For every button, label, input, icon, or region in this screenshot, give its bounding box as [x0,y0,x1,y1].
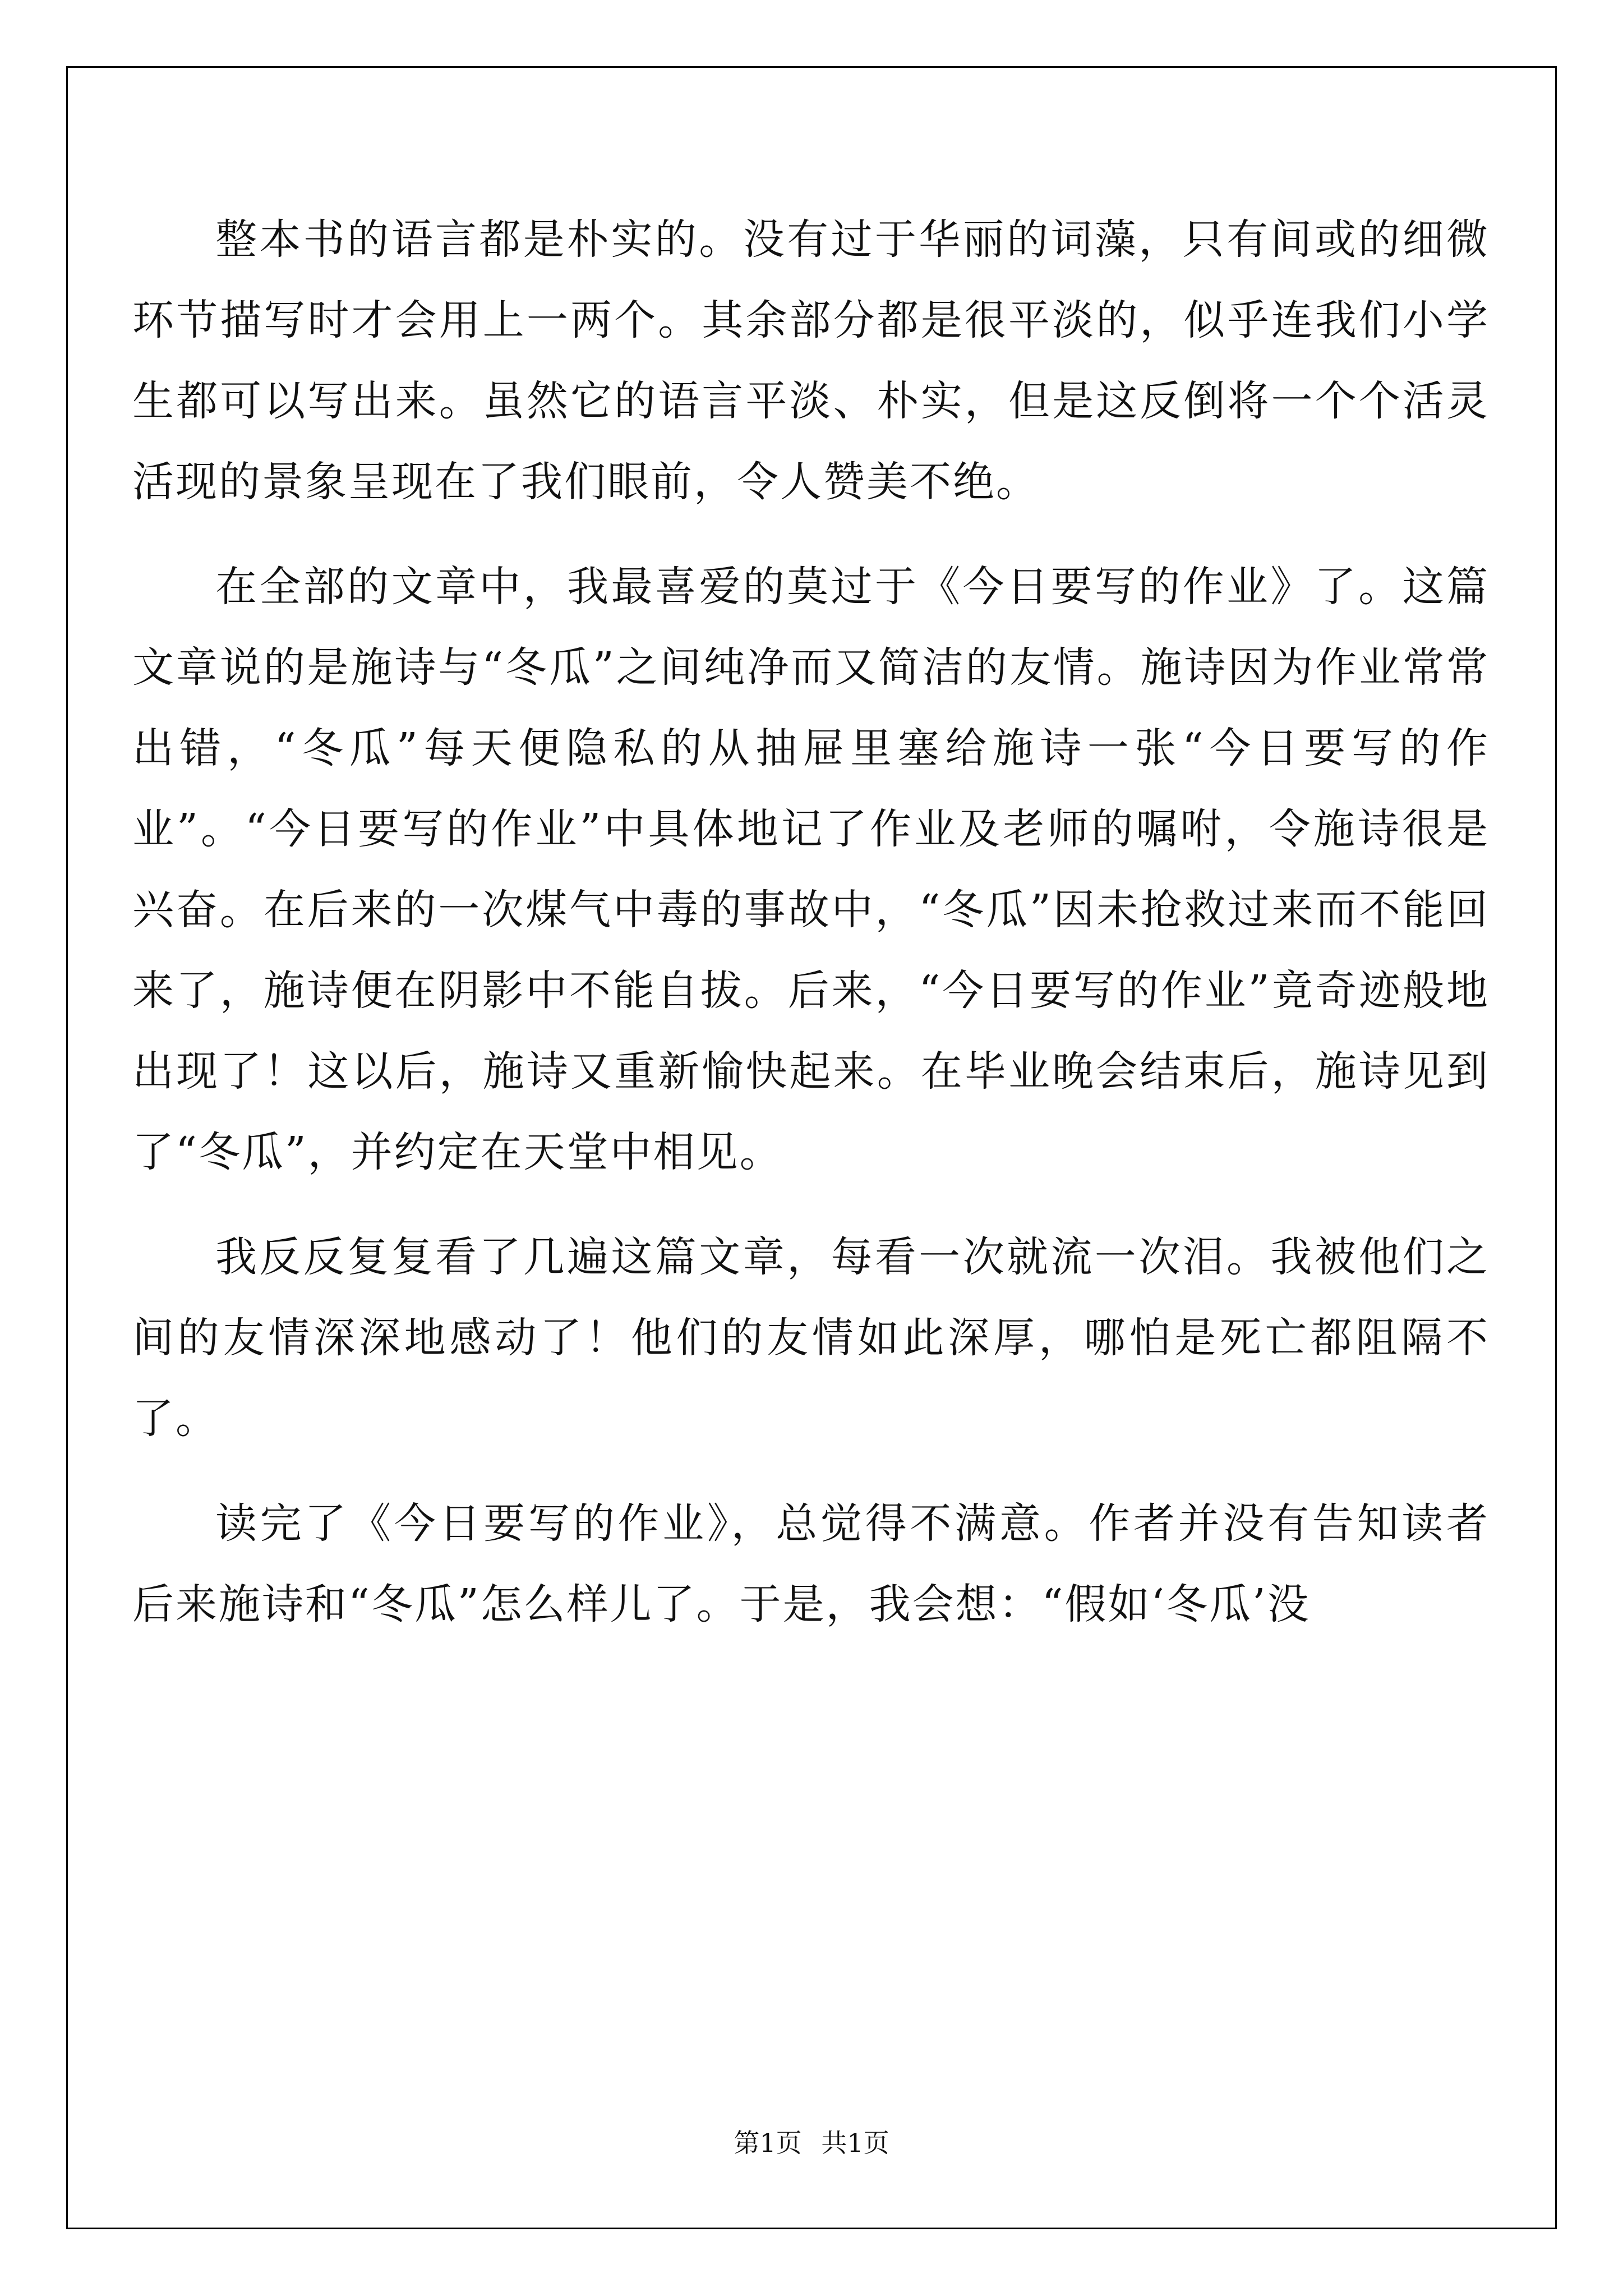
paragraph-1: 整本书的语言都是朴实的。没有过于华丽的词藻，只有间或的细微环节描写时才会用上一两个。其余部分都是很平淡的，似乎连我们小学生都可以写出来。虽然它的语言平淡、朴实，但是这反倒将一个个活灵活现的景象呈现在了我们眼前，令人赞美不绝。 [132,215,1490,506]
page-number: 第1页 [734,2128,802,2158]
paragraph-4: 读完了《今日要写的作业》，总觉得不满意。作者并没有告知读者后来施诗和“冬瓜”怎么样儿了。于是，我会想：“假如‘冬瓜’没 [132,1499,1490,1628]
paragraph-3: 我反反复复看了几遍这篇文章，每看一次就流一次泪。我被他们之间的友情深深地感动了！他们的友情如此深厚，哪怕是死亡都阻隔不了。 [132,1233,1490,1443]
paragraph-2: 在全部的文章中，我最喜爱的莫过于《今日要写的作业》了。这篇文章说的是施诗与“冬瓜”之间纯净而又简洁的友情。施诗因为作业常常出错，“冬瓜”每天便隐私的从抽屉里塞给施诗一张“今日要写的作业”。“今日要写的作业”中具体地记了作业及老师的嘱咐，令施诗很是兴奋。在后来的一次煤气中毒的事故中，“冬瓜”因未抢救过来而不能回来了，施诗便在阴影中不能自拔。后来，“今日要写的作业”竟奇迹般地出现了！这以后，施诗又重新愉快起来。在毕业晚会结束后，施诗见到了“冬瓜”，并约定在天堂中相见。 [132,563,1490,1176]
document-body [132,199,1490,1669]
page-footer [0,2123,1623,2160]
page-total: 共1页 [821,2128,889,2158]
